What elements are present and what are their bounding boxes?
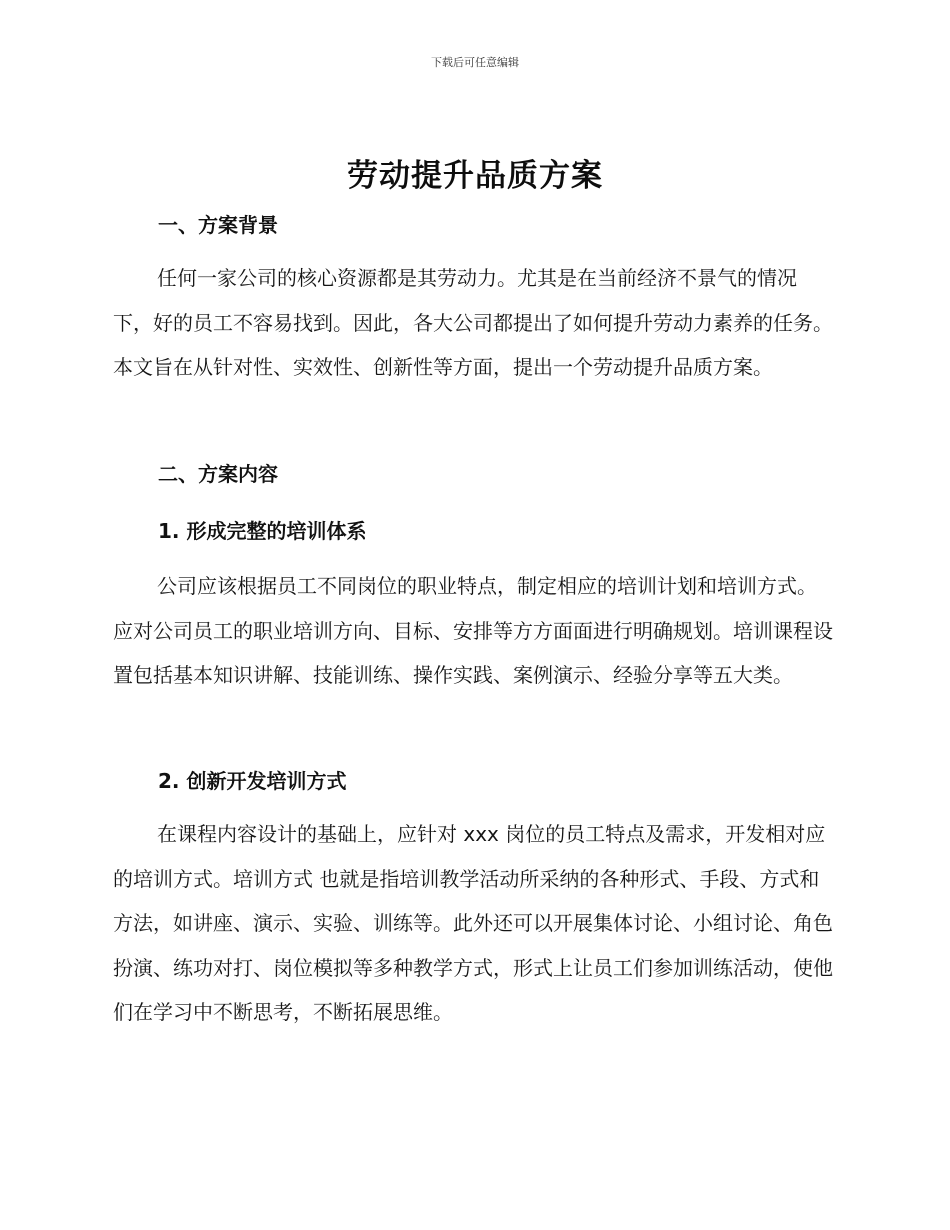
subsection-heading-training-system: 1. 形成完整的培训体系 <box>158 519 367 543</box>
header-note: 下载后可任意编辑 <box>431 56 519 69</box>
section-heading-content: 二、方案内容 <box>158 462 278 486</box>
document-title: 劳动提升品质方案 <box>347 158 603 194</box>
subsection-paragraph-training-methods: 在课程内容设计的基础上，应针对 xxx 岗位的员工特点及需求，开发相对应的培训方式。培训方式 也就是指培训教学活动所采纳的各种形式、手段、方式和方法，如讲座、演示、实验、训练等。此外还可以开展集体讨论、小组讨论、角色扮演、练功对打、岗位模拟等多种教学方式，形式上让员工们参加训练活动，使他们在学习中不断思考，不断拓展思维。 <box>113 822 833 1024</box>
subsection-heading-training-methods: 2. 创新开发培训方式 <box>158 769 347 793</box>
section-paragraph-background: 任何一家公司的核心资源都是其劳动力。尤其是在当前经济不景气的情况下，好的员工不容易找到。因此，各大公司都提出了如何提升劳动力素养的任务。本文旨在从针对性、实效性、创新性等方面，提出一个劳动提升品质方案。 <box>113 266 833 379</box>
subsection-paragraph-training-system: 公司应该根据员工不同岗位的职业特点，制定相应的培训计划和培训方式。应对公司员工的职业培训方向、目标、安排等方方面面进行明确规划。培训课程设置包括基本知识讲解、技能训练、操作实践、案例演示、经验分享等五大类。 <box>113 574 833 687</box>
section-heading-background: 一、方案背景 <box>158 213 278 237</box>
